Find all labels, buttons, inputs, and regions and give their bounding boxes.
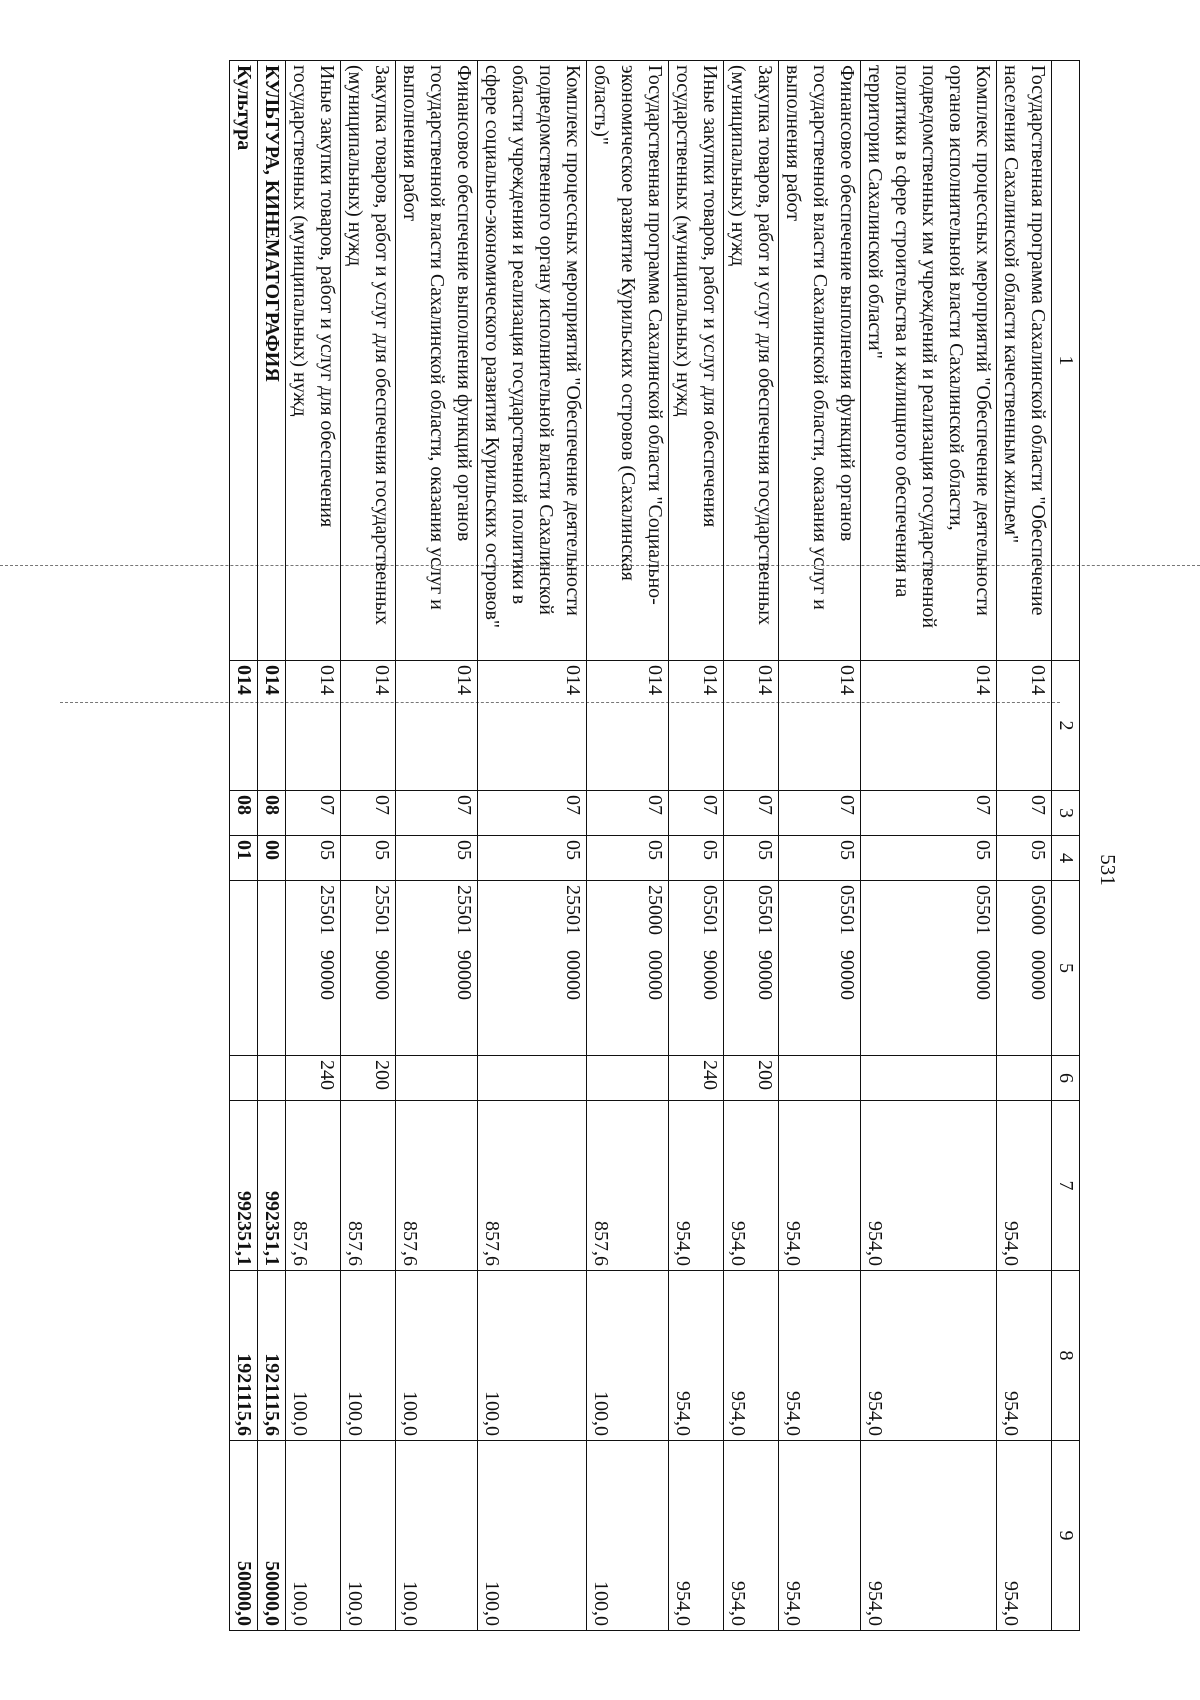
target-article-cell: 05501 90000 xyxy=(724,881,779,1056)
table-row xyxy=(258,61,286,1631)
table-row xyxy=(230,61,258,1631)
amount-col7-cell: 954,0 xyxy=(724,1101,779,1271)
subsection-cell: 05 xyxy=(669,836,724,881)
section-cell: 07 xyxy=(861,791,997,836)
name-cell: Комплекс процессных мероприятий "Обеспечение деятельности органов исполнительной власти Сахалинской области, подведомственных им учреждений и реализация государственной политики в сфере строительства и жилищного обеспечения на территории Сахалинской области" xyxy=(861,61,997,661)
amount-col8-cell: 100,0 xyxy=(341,1271,396,1441)
section-cell: 07 xyxy=(396,791,478,836)
amount-col9-cell: 50000,0 xyxy=(230,1441,258,1631)
expense-type-cell xyxy=(230,1056,258,1101)
expense-type-cell xyxy=(587,1056,669,1101)
target-article-cell: 25501 90000 xyxy=(286,881,341,1056)
amount-col7-cell: 857,6 xyxy=(587,1101,669,1271)
amount-col8-cell: 100,0 xyxy=(396,1271,478,1441)
amount-col8-cell: 1921115,6 xyxy=(230,1271,258,1441)
subsection-cell: 01 xyxy=(230,836,258,881)
admin-code-cell: 014 xyxy=(286,661,341,791)
table-row xyxy=(341,61,396,1631)
amount-col9-cell: 50000,0 xyxy=(258,1441,286,1631)
target-article-cell xyxy=(258,881,286,1056)
col-header: 5 xyxy=(1052,881,1080,1056)
table-row xyxy=(724,61,779,1631)
col-header: 2 xyxy=(1052,661,1080,791)
subsection-cell: 05 xyxy=(478,836,587,881)
amount-col8-cell: 954,0 xyxy=(997,1271,1052,1441)
section-cell: 08 xyxy=(230,791,258,836)
expense-type-cell xyxy=(997,1056,1052,1101)
admin-code-cell: 014 xyxy=(861,661,997,791)
name-cell: Закупка товаров, работ и услуг для обеспечения государственных (муниципальных) нужд xyxy=(341,61,396,661)
admin-code-cell: 014 xyxy=(724,661,779,791)
amount-col7-cell: 857,6 xyxy=(341,1101,396,1271)
amount-col7-cell: 857,6 xyxy=(478,1101,587,1271)
table-row xyxy=(997,61,1052,1631)
amount-col9-cell: 954,0 xyxy=(724,1441,779,1631)
amount-col8-cell: 954,0 xyxy=(779,1271,861,1441)
col-header: 6 xyxy=(1052,1056,1080,1101)
target-article-cell: 25501 90000 xyxy=(396,881,478,1056)
col-header: 8 xyxy=(1052,1271,1080,1441)
target-article-cell: 25501 90000 xyxy=(341,881,396,1056)
target-article-cell: 25501 00000 xyxy=(478,881,587,1056)
subsection-cell: 05 xyxy=(341,836,396,881)
amount-col9-cell: 100,0 xyxy=(587,1441,669,1631)
expense-type-cell xyxy=(258,1056,286,1101)
amount-col7-cell: 954,0 xyxy=(669,1101,724,1271)
name-cell: Комплекс процессных мероприятий "Обеспечение деятельности подведомственного органу исполнительной власти Сахалинской области учреждения и реализация государственной политики в сфере социально-экономического развития Курильских островов" xyxy=(478,61,587,661)
target-article-cell: 05000 00000 xyxy=(997,881,1052,1056)
expense-type-cell xyxy=(396,1056,478,1101)
admin-code-cell: 014 xyxy=(478,661,587,791)
table-row xyxy=(587,61,669,1631)
name-cell: Иные закупки товаров, работ и услуг для обеспечения государственных (муниципальных) нужд xyxy=(286,61,341,661)
expense-type-cell xyxy=(861,1056,997,1101)
amount-col9-cell: 100,0 xyxy=(286,1441,341,1631)
amount-col9-cell: 954,0 xyxy=(861,1441,997,1631)
expense-type-cell: 200 xyxy=(724,1056,779,1101)
table-row xyxy=(286,61,341,1631)
amount-col8-cell: 954,0 xyxy=(669,1271,724,1441)
section-cell: 07 xyxy=(478,791,587,836)
section-cell: 08 xyxy=(258,791,286,836)
subsection-cell: 05 xyxy=(286,836,341,881)
admin-code-cell: 014 xyxy=(587,661,669,791)
name-cell: Культура xyxy=(230,61,258,661)
amount-col9-cell: 100,0 xyxy=(478,1441,587,1631)
name-cell: КУЛЬТУРА, КИНЕМАТОГРАФИЯ xyxy=(258,61,286,661)
admin-code-cell: 014 xyxy=(396,661,478,791)
name-cell: Государственная программа Сахалинской области "Социально-экономическое развитие Курильских островов (Сахалинская область)" xyxy=(587,61,669,661)
amount-col7-cell: 992351,1 xyxy=(258,1101,286,1271)
col-header: 3 xyxy=(1052,791,1080,836)
header-row xyxy=(1052,61,1080,1631)
expense-type-cell xyxy=(478,1056,587,1101)
subsection-cell: 05 xyxy=(396,836,478,881)
table-row xyxy=(779,61,861,1631)
expense-type-cell: 240 xyxy=(669,1056,724,1101)
expense-type-cell: 200 xyxy=(341,1056,396,1101)
subsection-cell: 05 xyxy=(997,836,1052,881)
section-cell: 07 xyxy=(779,791,861,836)
section-cell: 07 xyxy=(724,791,779,836)
expense-type-cell xyxy=(779,1056,861,1101)
table-row xyxy=(396,61,478,1631)
section-cell: 07 xyxy=(669,791,724,836)
admin-code-cell: 014 xyxy=(779,661,861,791)
col-header: 7 xyxy=(1052,1101,1080,1271)
name-cell: Государственная программа Сахалинской области "Обеспечение населения Сахалинской области качественным жильем" xyxy=(997,61,1052,661)
name-cell: Финансовое обеспечение выполнения функций органов государственной власти Сахалинской области, оказания услуг и выполнения работ xyxy=(779,61,861,661)
amount-col8-cell: 100,0 xyxy=(286,1271,341,1441)
section-cell: 07 xyxy=(341,791,396,836)
name-cell: Иные закупки товаров, работ и услуг для обеспечения государственных (муниципальных) нужд xyxy=(669,61,724,661)
amount-col7-cell: 954,0 xyxy=(997,1101,1052,1271)
amount-col8-cell: 1921115,6 xyxy=(258,1271,286,1441)
admin-code-cell: 014 xyxy=(341,661,396,791)
amount-col7-cell: 992351,1 xyxy=(230,1101,258,1271)
amount-col7-cell: 954,0 xyxy=(861,1101,997,1271)
amount-col7-cell: 954,0 xyxy=(779,1101,861,1271)
subsection-cell: 05 xyxy=(861,836,997,881)
target-article-cell: 05501 00000 xyxy=(861,881,997,1056)
target-article-cell: 25000 00000 xyxy=(587,881,669,1056)
target-article-cell: 05501 90000 xyxy=(779,881,861,1056)
amount-col7-cell: 857,6 xyxy=(396,1101,478,1271)
amount-col8-cell: 100,0 xyxy=(587,1271,669,1441)
expense-type-cell: 240 xyxy=(286,1056,341,1101)
amount-col9-cell: 954,0 xyxy=(779,1441,861,1631)
subsection-cell: 05 xyxy=(587,836,669,881)
target-article-cell: 05501 90000 xyxy=(669,881,724,1056)
rotated-page xyxy=(120,60,1120,1630)
name-cell: Финансовое обеспечение выполнения функций органов государственной власти Сахалинской области, оказания услуг и выполнения работ xyxy=(396,61,478,661)
amount-col8-cell: 954,0 xyxy=(724,1271,779,1441)
subsection-cell: 05 xyxy=(724,836,779,881)
section-cell: 07 xyxy=(286,791,341,836)
admin-code-cell: 014 xyxy=(669,661,724,791)
table-row xyxy=(669,61,724,1631)
amount-col7-cell: 857,6 xyxy=(286,1101,341,1271)
admin-code-cell: 014 xyxy=(997,661,1052,791)
target-article-cell xyxy=(230,881,258,1056)
budget-table xyxy=(229,60,1080,1631)
table-row xyxy=(861,61,997,1631)
page-number: 531 xyxy=(1096,854,1120,886)
col-header: 4 xyxy=(1052,836,1080,881)
amount-col8-cell: 954,0 xyxy=(861,1271,997,1441)
name-cell: Закупка товаров, работ и услуг для обеспечения государственных (муниципальных) нужд xyxy=(724,61,779,661)
amount-col9-cell: 100,0 xyxy=(396,1441,478,1631)
amount-col9-cell: 954,0 xyxy=(997,1441,1052,1631)
admin-code-cell: 014 xyxy=(258,661,286,791)
col-header: 9 xyxy=(1052,1441,1080,1631)
table-row xyxy=(478,61,587,1631)
admin-code-cell: 014 xyxy=(230,661,258,791)
section-cell: 07 xyxy=(587,791,669,836)
amount-col8-cell: 100,0 xyxy=(478,1271,587,1441)
subsection-cell: 00 xyxy=(258,836,286,881)
section-cell: 07 xyxy=(997,791,1052,836)
col-header: 1 xyxy=(1052,61,1080,661)
subsection-cell: 05 xyxy=(779,836,861,881)
amount-col9-cell: 954,0 xyxy=(669,1441,724,1631)
amount-col9-cell: 100,0 xyxy=(341,1441,396,1631)
